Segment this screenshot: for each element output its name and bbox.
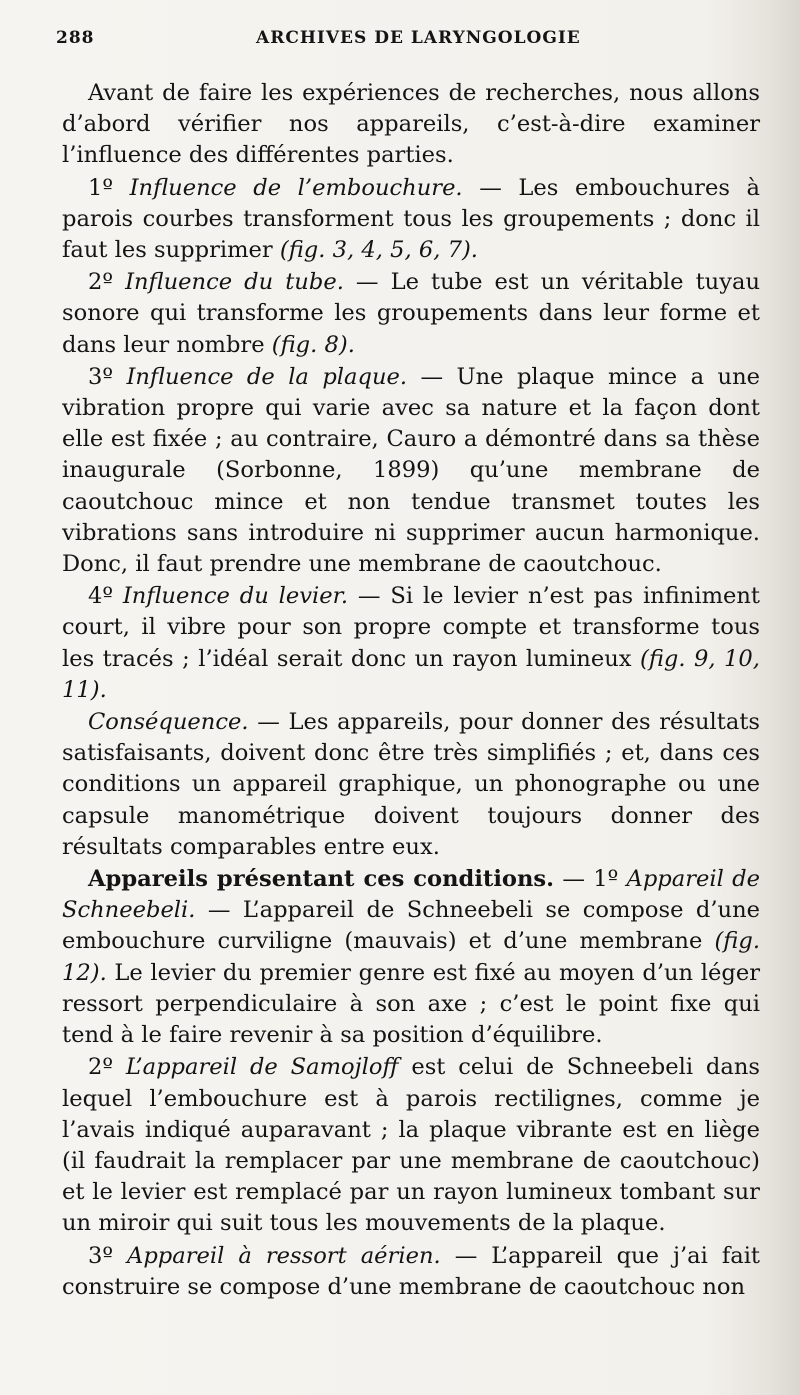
paragraph-text: — 1º — [554, 866, 627, 893]
paragraph-text: est celui de Schneebeli dans lequel l’embouchure est à parois rectilignes, comme je l’avais indiqué auparavant ; la plaque vibrante est en liège (il faudrait la remplacer par une membrane de caoutchouc) et le levier est remplacé par un rayon lumineux tombant sur un miroir qui suit tous les mouvements de la plaque. — [62, 1054, 760, 1237]
paragraph-levier — [62, 581, 760, 706]
item-number: 4º — [88, 583, 113, 610]
paragraph-appareils — [62, 864, 760, 1051]
paragraph-text: Avant de faire les expériences de recherches, nous allons d’abord vérifier nos appareils, c’est-à-dire examiner l’influence des différentes parties. — [62, 80, 760, 169]
paragraph-ressort — [62, 1241, 760, 1303]
section-heading: Appareil de Schneebeli. — [62, 866, 760, 924]
section-heading: L’appareil de Samojloff — [125, 1054, 399, 1081]
paragraph-embouchure — [62, 173, 760, 267]
figure-reference: (fig. 3, 4, 5, 6, 7). — [279, 237, 478, 264]
paragraph-text: — L’appareil de Schneebeli se compose d’une embouchure curviligne (mauvais) et d’une membrane — [62, 897, 760, 955]
page-number: 288 — [56, 28, 95, 48]
running-head — [56, 28, 756, 58]
paragraph-text: — Si le levier n’est pas infiniment court, il vibre pour son propre compte et transforme tous les tracés ; l’idéal serait donc un rayon lumineux — [62, 583, 760, 672]
paragraph-text: Le levier du premier genre est fixé au moyen d’un léger ressort perpendiculaire à son axe ; c’est le point fixe qui tend à le faire revenir à sa position d’équilibre. — [62, 959, 760, 1049]
paragraph-intro — [62, 78, 760, 172]
item-number: 1º — [88, 174, 113, 201]
journal-title: ARCHIVES DE LARYNGOLOGIE — [256, 28, 581, 48]
paragraph-samojloff — [62, 1052, 760, 1239]
figure-reference: (fig. 9, 10, 11). — [62, 645, 760, 703]
paragraph-plaque — [62, 362, 760, 580]
item-number: 2º — [88, 269, 113, 296]
item-number: 2º — [88, 1054, 126, 1081]
item-number: 3º — [88, 1242, 113, 1269]
section-heading: Appareil à ressort aérien. — [127, 1242, 441, 1269]
body-text — [62, 78, 760, 1303]
bold-heading: Appareils présentant ces conditions. — [88, 866, 555, 893]
section-heading: Influence de la plaque. — [126, 363, 408, 390]
section-heading: Influence du levier. — [122, 583, 349, 610]
section-heading: Influence de l’embouchure. — [129, 174, 463, 201]
paragraph-text: — Les appareils, pour donner des résultats satisfaisants, doivent donc être très simplifiés ; et, dans ces conditions un appareil graphique, un phonographe ou une capsule manométrique doivent toujours donner des résultats comparables entre eux. — [62, 709, 760, 860]
figure-reference: (fig. 12). — [62, 928, 760, 986]
paragraph-tube — [62, 267, 760, 361]
section-heading: Conséquence. — [88, 709, 249, 736]
paragraph-text: — Les embouchures à parois courbes transforment tous les groupements ; donc il faut les supprimer — [62, 174, 760, 264]
figure-reference: (fig. 8). — [271, 331, 355, 358]
section-heading: Influence du tube. — [125, 269, 344, 296]
paragraph-text: — L’appareil que j’ai fait construire se compose d’une membrane de caoutchouc non — [62, 1242, 761, 1300]
item-number: 3º — [88, 363, 113, 390]
paragraph-consequence — [62, 707, 760, 863]
paragraph-text: — Une plaque mince a une vibration propre qui varie avec sa nature et la façon dont elle est fixée ; au contraire, Cauro a démontré dans sa thèse inaugurale (Sorbonne, 1899) qu’une membrane de caoutchouc mince et non tendue transmet toutes les vibrations sans introduire ni supprimer aucun harmonique. Donc, il faut prendre une membrane de caoutchouc. — [62, 363, 760, 578]
paragraph-text: — Le tube est un véritable tuyau sonore qui transforme les groupements dans leur forme et dans leur nombre — [62, 269, 760, 358]
